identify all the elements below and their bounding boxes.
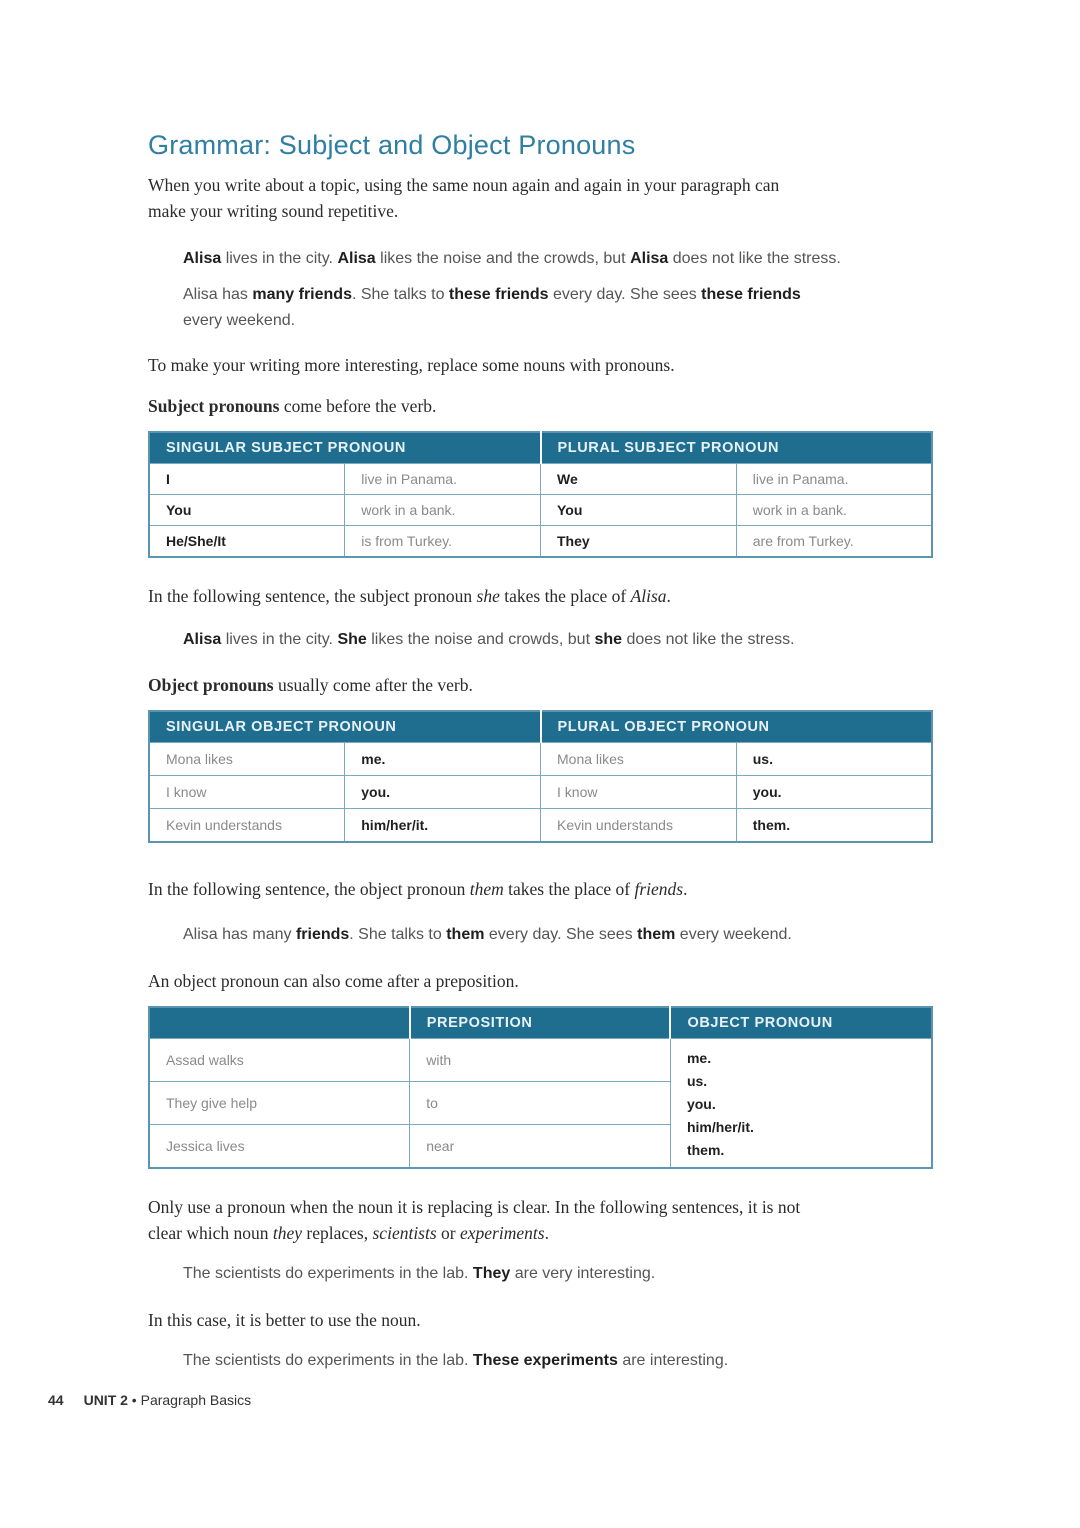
bold-noun: many friends: [252, 286, 352, 303]
example-text: does not like the stress.: [668, 250, 841, 267]
sentence-text: replaces,: [302, 1223, 373, 1243]
bold-noun: Alisa: [337, 250, 376, 267]
table-row: [149, 776, 932, 809]
example-text: . She talks to: [349, 926, 447, 943]
table-header: PLURAL SUBJECT PRONOUN: [541, 432, 933, 464]
sentence-text: In the following sentence, the subject pronoun: [148, 586, 477, 606]
bold-noun: friends: [295, 926, 350, 943]
italic-term: she: [476, 586, 500, 606]
italic-term: Alisa: [630, 586, 667, 606]
bold-noun: these friends: [701, 286, 801, 303]
intro-line-1: When you write about a topic, using the same noun again and again in your paragraph can: [148, 175, 780, 195]
example-object-pronoun: [183, 922, 792, 948]
pronoun-item: me.: [686, 1050, 712, 1066]
table-cell: is from Turkey.: [345, 526, 541, 558]
table-header-row: [149, 1007, 932, 1039]
intro-paragraph: [148, 172, 779, 224]
table-header-row: [149, 711, 932, 743]
sentence-text: .: [683, 879, 688, 899]
example-text: Alisa has: [183, 286, 253, 303]
pronoun-item: you.: [686, 1096, 716, 1112]
clarity-paragraph: [148, 1194, 800, 1246]
table-cell: You: [149, 495, 345, 526]
table-cell: I: [149, 464, 345, 495]
object-explanation: [148, 876, 687, 902]
page-title: Grammar: Subject and Object Pronouns: [148, 130, 636, 160]
sentence-text: or: [436, 1223, 460, 1243]
table-cell: live in Panama.: [736, 464, 932, 495]
table-row: [149, 743, 932, 776]
example-clear-noun: [183, 1348, 728, 1374]
subject-pronouns-intro: [148, 393, 436, 419]
pronoun-item: us.: [686, 1073, 708, 1089]
table-cell: Assad walks: [149, 1039, 410, 1082]
table-cell: We: [541, 464, 737, 495]
table-header: PREPOSITION: [410, 1007, 671, 1039]
table-cell: me.: [345, 743, 541, 776]
example-repetitive-2: [183, 282, 903, 334]
example-text: does not like the stress.: [622, 631, 795, 648]
table-cell: I know: [149, 776, 345, 809]
table-cell: are from Turkey.: [736, 526, 932, 558]
table-cell: You: [541, 495, 737, 526]
term-bold: Object pronouns: [148, 675, 274, 695]
bold-noun: these friends: [448, 286, 549, 303]
table-cell: work in a bank.: [345, 495, 541, 526]
example-text: every day. She sees: [548, 286, 702, 303]
term-bold: Subject pronouns: [148, 396, 280, 416]
example-unclear-pronoun: [183, 1261, 655, 1287]
object-pronoun-list: [670, 1039, 932, 1169]
table-cell: Kevin understands: [541, 809, 737, 843]
table-cell: Mona likes: [541, 743, 737, 776]
bold-pronoun: she: [594, 631, 623, 648]
page-footer: [48, 1392, 251, 1408]
table-cell: near: [410, 1125, 671, 1169]
intro-text: come before the verb.: [279, 396, 437, 416]
bold-noun: Alisa: [630, 250, 669, 267]
table-row: [149, 464, 932, 495]
example-text: The scientists do experiments in the lab.: [183, 1265, 473, 1282]
subject-explanation: [148, 583, 671, 609]
bold-noun: Alisa: [183, 250, 222, 267]
subject-pronoun-table: [148, 431, 933, 558]
bold-pronoun: They: [472, 1265, 511, 1282]
italic-term: they: [272, 1223, 303, 1243]
table-header: OBJECT PRONOUN: [670, 1007, 932, 1039]
sentence-text: .: [544, 1223, 549, 1243]
table-cell: Mona likes: [149, 743, 345, 776]
table-cell: Jessica lives: [149, 1125, 410, 1169]
sentence-text: takes the place of: [503, 879, 635, 899]
italic-term: them: [469, 879, 504, 899]
example-text: every weekend.: [675, 926, 792, 943]
italic-term: friends: [634, 879, 684, 899]
bold-pronoun: them: [446, 926, 485, 943]
example-text: are interesting.: [617, 1352, 729, 1369]
sentence-text: .: [666, 586, 671, 606]
preposition-intro: An object pronoun can also come after a preposition.: [148, 971, 519, 991]
italic-term: experiments: [460, 1223, 545, 1243]
intro-line-2: make your writing sound repetitive.: [148, 201, 399, 221]
table-cell: you.: [345, 776, 541, 809]
table-row: [149, 1039, 932, 1082]
footer-separator: •: [127, 1392, 141, 1408]
table-cell: work in a bank.: [736, 495, 932, 526]
clarity-line-2: [148, 1220, 800, 1246]
example-text: . She talks to: [351, 286, 449, 303]
table-header: SINGULAR SUBJECT PRONOUN: [149, 432, 541, 464]
sentence-text: In the following sentence, the object pronoun: [148, 879, 470, 899]
replace-paragraph: To make your writing more interesting, replace some nouns with pronouns.: [148, 355, 675, 375]
table-header: [149, 1007, 410, 1039]
table-cell: you.: [736, 776, 932, 809]
object-pronouns-intro: [148, 672, 473, 698]
table-cell: to: [410, 1082, 671, 1125]
table-cell: They: [541, 526, 737, 558]
table-row: [149, 809, 932, 843]
table-cell: live in Panama.: [345, 464, 541, 495]
table-row: [149, 495, 932, 526]
object-pronoun-table: [148, 710, 933, 843]
table-header: SINGULAR OBJECT PRONOUN: [149, 711, 541, 743]
bold-noun: These experiments: [472, 1352, 618, 1369]
preposition-table: [148, 1006, 933, 1169]
table-cell: Kevin understands: [149, 809, 345, 843]
table-cell: us.: [736, 743, 932, 776]
table-cell: He/She/It: [149, 526, 345, 558]
example-text: likes the noise and the crowds, but: [375, 250, 631, 267]
pronoun-item: them.: [686, 1142, 725, 1158]
example-subject-pronoun: [183, 627, 795, 653]
bold-pronoun: them: [637, 926, 676, 943]
example-text: every day. She sees: [484, 926, 638, 943]
example-text: are very interesting.: [510, 1265, 656, 1282]
example-text: likes the noise and crowds, but: [366, 631, 595, 648]
unit-label: UNIT 2: [83, 1392, 128, 1408]
example-repetitive-1: [183, 246, 841, 272]
sentence-text: clear which noun: [148, 1223, 273, 1243]
table-cell: them.: [736, 809, 932, 843]
sentence-text: takes the place of: [499, 586, 631, 606]
bold-pronoun: She: [337, 631, 367, 648]
example-text: Alisa has many: [183, 926, 296, 943]
page-number: 44: [48, 1392, 64, 1408]
clarity-line-1: Only use a pronoun when the noun it is replacing is clear. In the following sentences, it is not: [148, 1197, 801, 1217]
example-text: every weekend.: [183, 312, 296, 329]
table-cell: with: [410, 1039, 671, 1082]
table-cell: They give help: [149, 1082, 410, 1125]
table-header-row: [149, 432, 932, 464]
example-text: lives in the city.: [221, 631, 338, 648]
table-header: PLURAL OBJECT PRONOUN: [541, 711, 933, 743]
table-row: [149, 526, 932, 558]
table-cell: I know: [541, 776, 737, 809]
bold-noun: Alisa: [183, 631, 222, 648]
section-label: Paragraph Basics: [140, 1392, 252, 1408]
example-text: lives in the city.: [221, 250, 338, 267]
pronoun-item: him/her/it.: [686, 1119, 754, 1135]
intro-text: usually come after the verb.: [273, 675, 473, 695]
table-cell: him/her/it.: [345, 809, 541, 843]
example-text: The scientists do experiments in the lab.: [183, 1352, 473, 1369]
better-noun-paragraph: In this case, it is better to use the noun.: [148, 1310, 421, 1330]
italic-term: scientists: [372, 1223, 437, 1243]
